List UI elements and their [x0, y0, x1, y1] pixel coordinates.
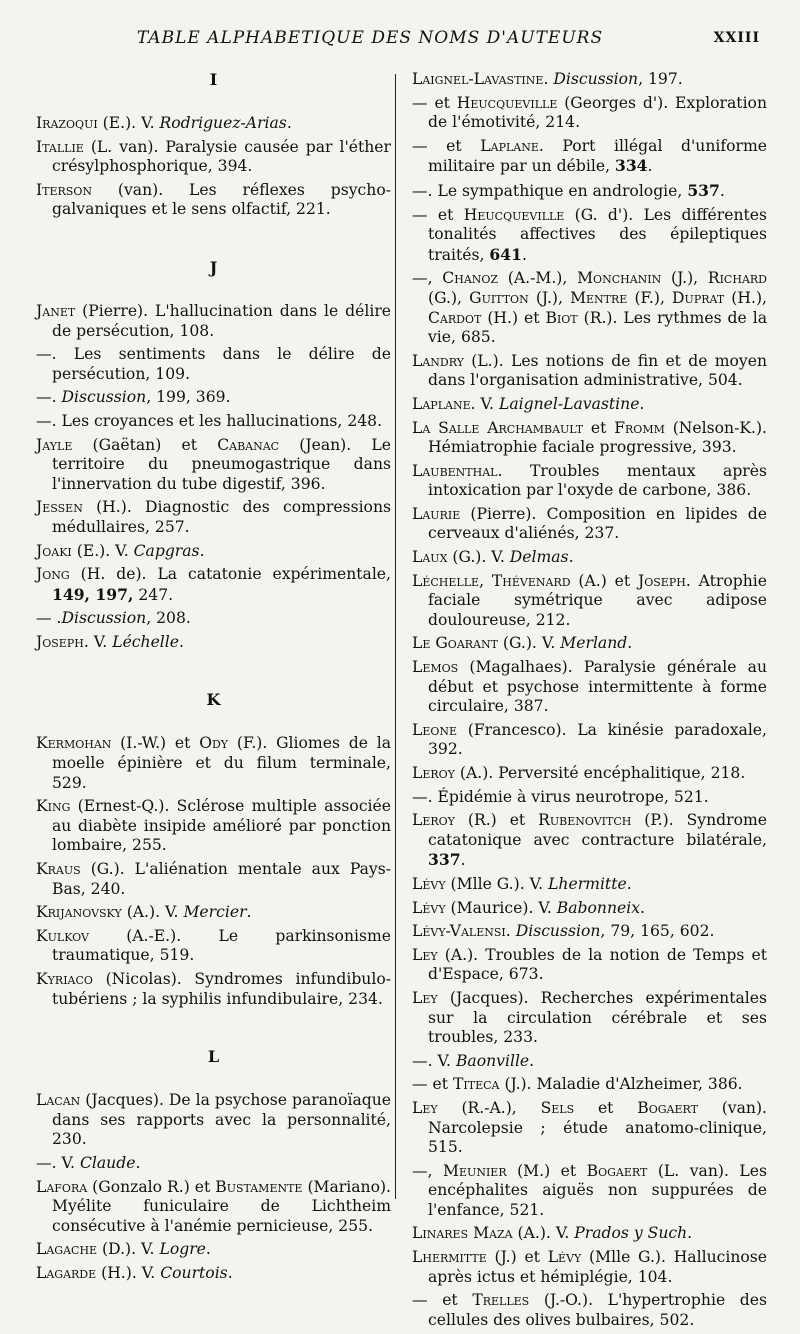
index-entry [412, 788, 767, 808]
index-entry [36, 1154, 391, 1174]
entry-text: (H.). V. [96, 1263, 161, 1282]
page-header [40, 28, 760, 52]
reference-text: Discussion [553, 70, 639, 88]
entry-text: (Gaëtan) et [72, 435, 218, 454]
entry-text: (J.) et [486, 1248, 548, 1267]
index-entry [412, 1248, 767, 1287]
entry-text: — et [412, 1075, 454, 1094]
page-ref: 337 [428, 850, 461, 870]
reference-text: Delmas [509, 548, 569, 567]
entry-text: (H.), [724, 288, 767, 307]
entry-text: (L.). Les notions de fin et de moyen dans l'organisation administrative, 504. [428, 351, 767, 390]
page-ref: 334 [614, 156, 648, 176]
entry-text: (Jacques). De la psychose paranoïaque dans ses rapports avec la personnalité, 230. [52, 1091, 391, 1149]
index-entry [36, 345, 391, 384]
author-name: Jessen [36, 498, 83, 517]
author-name: Titeca [453, 1075, 500, 1094]
reference-text: Léchelle [112, 632, 180, 651]
author-name: Monchanin [577, 269, 662, 288]
index-entry [412, 137, 767, 177]
entry-text: (G.). V. [497, 634, 561, 653]
author-name: Mentre [570, 288, 628, 307]
author-name: Meunier [443, 1161, 507, 1180]
index-entry [36, 1178, 391, 1237]
entry-text: . [460, 851, 466, 870]
author-name: Leroy [412, 764, 455, 782]
index-entry [412, 721, 767, 760]
index-entry [412, 352, 767, 391]
author-name: Sels [540, 1098, 575, 1117]
entry-text: (A.). V. [121, 903, 184, 922]
reference-text: Mercier [183, 903, 247, 922]
index-entry [412, 572, 767, 631]
entry-text: (Pierre). Composition en lipides de cerveaux d'aliénés, 237. [428, 504, 767, 543]
entry-text: . V. [83, 632, 113, 651]
author-name: Leroy [412, 811, 455, 830]
page-ref: 537 [687, 180, 720, 200]
reference-text: Lhermitte [548, 874, 627, 893]
author-name: Laplane [412, 394, 471, 413]
index-entry [36, 970, 391, 1009]
author-name: Irazoqui [36, 114, 98, 132]
entry-text: (G.). L'aliénation mentale aux Pays-Bas, 240. [52, 860, 391, 898]
author-name: Ley [412, 1098, 438, 1117]
entry-text: (J.), [528, 288, 571, 307]
entry-text: . [246, 903, 252, 922]
author-name: Trelles [472, 1291, 530, 1310]
index-entry [412, 989, 767, 1048]
index-entry [412, 658, 767, 717]
author-name: Lévy [412, 874, 446, 893]
author-name: Jong [36, 565, 70, 584]
entry-text: (Mlle G.). Hallucinose après ictus et hémiplégie, 104. [428, 1248, 767, 1286]
index-entry [412, 1224, 767, 1244]
reference-text: Babonneix [556, 898, 641, 917]
entry-text: (R.). Les rythmes de la vie, 685. [428, 308, 768, 347]
index-entry [412, 1052, 767, 1072]
index-entry [412, 922, 767, 942]
index-entry [412, 181, 767, 202]
entry-text: . [719, 181, 725, 200]
index-entry [36, 565, 391, 605]
author-name: Kraus [36, 860, 81, 879]
entry-text: — et [412, 1291, 473, 1310]
index-entry [36, 388, 391, 408]
index-entry [36, 114, 391, 134]
entry-text: (Nelson-K.). Hémiatrophie faciale progressive, 393. [428, 418, 767, 457]
entry-text: (Francesco). La kinésie paradoxale, 392. [428, 720, 767, 759]
entry-text: (J.-O.). L'hypertrophie des cellules des olives bulbaires, 502. [428, 1291, 767, 1329]
index-entry [36, 860, 391, 899]
entry-text: . [227, 1263, 233, 1282]
entry-text: —, [412, 269, 443, 288]
entry-text: —, [412, 1161, 444, 1180]
author-name: Le Goarant [412, 634, 498, 653]
author-name: Guitton [469, 288, 529, 307]
author-name: Kermohan [36, 734, 112, 753]
author-name: Ley [412, 945, 438, 964]
page-title: TABLE ALPHABETIQUE DES NOMS D'AUTEURS [136, 28, 604, 48]
entry-text: (A.). V. [512, 1224, 575, 1243]
author-name: Léchelle [412, 571, 480, 590]
entry-text: . Atrophie faciale symétrique avec adipose douloureuse, 212. [428, 571, 767, 629]
entry-text: (G. d'). Les différentes tonalités affectives des épileptiques traités, [428, 205, 767, 264]
entry-text: (A.) et [570, 571, 638, 590]
author-name: Joseph [36, 632, 84, 651]
entry-text: (I.-W.) et [111, 734, 200, 753]
entry-text: —. [36, 388, 62, 407]
entry-text: . [626, 874, 632, 893]
index-entry [36, 609, 391, 629]
index-entry [412, 899, 767, 919]
entry-text: , 197. [638, 70, 683, 88]
entry-text: . [568, 548, 574, 567]
reference-text: Merland [560, 634, 628, 653]
reference-text: Logre [159, 1240, 206, 1259]
entry-text: . [543, 70, 554, 88]
index-entry [36, 903, 391, 923]
entry-text: , [479, 571, 492, 590]
index-entry [412, 462, 767, 501]
index-entry [412, 94, 767, 133]
entry-text: . [179, 632, 184, 651]
index-entry [412, 548, 767, 568]
entry-text: (L. van). Paralysie causée par l'éther crésylphosphorique, 394. [52, 137, 391, 176]
index-entry [412, 811, 767, 871]
entry-text: (H.). Diagnostic des compressions médullaires, 257. [52, 498, 391, 536]
entry-text: —. Épidémie à virus neurotrope, 521. [412, 787, 709, 806]
index-entry [36, 302, 391, 341]
index-entry [36, 436, 391, 495]
index-entry [412, 634, 767, 654]
entry-text: (Maurice). V. [445, 898, 557, 917]
author-name: Lagarde [36, 1263, 97, 1282]
entry-text: (J.), [661, 269, 708, 288]
column-divider [395, 74, 396, 1199]
entry-text: (E.). V. [97, 114, 160, 132]
author-name: Laplane [480, 136, 539, 155]
entry-text: , 79, 165, 602. [600, 922, 715, 941]
entry-text: (van). Narcolepsie ; étude anatomo-clinique, 515. [428, 1098, 767, 1157]
reference-text: Capgras [133, 541, 200, 560]
author-name: Thévenard [491, 571, 571, 590]
index-entry [36, 498, 391, 537]
entry-text: et [583, 418, 615, 437]
entry-text: . [505, 922, 516, 941]
author-name: Lévy [412, 898, 446, 917]
entry-text: (A.-M.), [498, 269, 578, 288]
reference-text: Discussion [515, 922, 601, 941]
index-entry [412, 269, 767, 347]
author-name: Iterson [36, 180, 92, 199]
author-name: Richard [707, 269, 767, 288]
section-l-entries [36, 1091, 391, 1283]
entry-text: . V. [470, 394, 499, 413]
author-name: Heucqueville [463, 205, 565, 224]
author-name: La Salle Archambault [412, 418, 584, 437]
author-name: Joaki [36, 541, 72, 560]
index-entry [36, 633, 391, 653]
index-entry [36, 542, 391, 562]
page-ref: 641 [489, 244, 522, 264]
author-name: Laux [412, 548, 448, 567]
author-name: Lévy [547, 1248, 582, 1267]
index-entry [36, 1240, 391, 1260]
section-letter-j: J [209, 257, 218, 277]
index-entry [412, 1075, 767, 1095]
entry-text: (M.) et [506, 1161, 587, 1180]
entry-text: . [521, 245, 527, 264]
entry-text: (F.), [627, 288, 673, 307]
reference-text: Laignel-Lavastine [498, 394, 640, 413]
entry-text: (J.). Maladie d'Alzheimer, 386. [499, 1075, 743, 1094]
entry-text: . [687, 1224, 693, 1243]
page-ref: 149, 197, [52, 584, 134, 604]
author-name: Bustamente [215, 1177, 303, 1196]
author-name: Fromm [614, 418, 665, 437]
entry-text: (R.) et [454, 811, 539, 830]
entry-text: . [639, 394, 645, 413]
entry-text: — . [36, 609, 62, 628]
entry-text: . [286, 114, 292, 132]
entry-text: —. Le sympathique en andrologie, [412, 181, 688, 200]
entry-text: — et [412, 205, 464, 224]
entry-text: —. V. [412, 1051, 456, 1070]
author-name: Lemos [412, 658, 459, 677]
entry-text: et [574, 1098, 638, 1117]
author-name: Jayle [36, 435, 73, 454]
entry-text: (Magalhaes). Paralysie générale au début et psychose intermittente à forme circulaire, 387. [428, 658, 767, 716]
author-name: Ody [199, 734, 229, 753]
author-name: Cabanac [217, 435, 280, 454]
entry-text: . [529, 1051, 535, 1070]
entry-text: (van). Les réflexes psycho-galvaniques et le sens olfactif, 221. [52, 180, 391, 219]
reference-text: Discussion [61, 609, 147, 628]
index-entry [36, 1091, 391, 1150]
entry-text: (H. de). La catatonie expérimentale, [69, 565, 391, 584]
section-j-entries [36, 302, 391, 653]
index-entry [412, 505, 767, 544]
entry-text: . [205, 1240, 211, 1259]
section-k-entries [36, 734, 391, 1009]
index-entry [412, 1291, 767, 1330]
author-name: Laurie [412, 504, 461, 523]
author-name: Cardot [428, 308, 482, 327]
entry-text: (A.-E.). Le parkinsonisme traumatique, 519. [52, 926, 391, 965]
entry-text: (Gonzalo R.) et [87, 1177, 216, 1196]
entry-text: (A.). Perversité encéphalitique, 218. [454, 764, 746, 782]
entry-text: (Mariano). Myélite funiculaire de Lichtheim consécutive à l'anémie pernicieuse, 255. [52, 1177, 392, 1235]
entry-text: —. V. [36, 1153, 80, 1172]
entry-text: . [647, 157, 653, 176]
entry-text: (Jean). Le territoire du pneumogastrique dans l'innervation du tube digestif, 396. [52, 435, 391, 493]
author-name: Lacan [36, 1091, 81, 1110]
author-name: Duprat [672, 288, 725, 307]
author-name: Leone [412, 720, 458, 739]
author-name: Krijanovsky [36, 903, 122, 922]
entry-text: (R.-A.), [437, 1098, 541, 1117]
author-name: Landry [412, 351, 464, 370]
entry-text: . Port illégal d'uniforme militaire par un débile, [428, 136, 767, 176]
section-letter-l: L [207, 1047, 220, 1067]
entry-text: (Nicolas). Syndromes infundibulo-tubériens ; la syphilis infundibulaire, 234. [52, 970, 391, 1008]
entry-text: —. Les sentiments dans le délire de persécution, 109. [36, 345, 391, 383]
index-entry [412, 875, 767, 895]
entry-text: 247. [133, 585, 174, 604]
entry-text: . [199, 541, 205, 560]
entry-text: (G.). V. [447, 548, 510, 567]
index-entry [36, 927, 391, 966]
entry-text: (Pierre). L'hallucination dans le délire de persécution, 108. [52, 301, 391, 340]
author-name: Rubenovitch [538, 811, 632, 830]
entry-text: (D.). V. [97, 1240, 160, 1259]
index-entry [36, 734, 391, 793]
entry-text: (G.), [428, 288, 470, 307]
entry-text: (Ernest-Q.). Sclérose multiple associée au diabète insipide amélioré par ponction lombaire, 255. [52, 797, 391, 855]
index-entry [412, 1099, 767, 1158]
index-entry [412, 1162, 767, 1221]
reference-text: Courtois [160, 1263, 228, 1282]
entry-text: (Jacques). Recherches expérimentales sur la circulation cérébrale et ses troubles, 233. [428, 988, 767, 1047]
entry-text: . [640, 898, 645, 917]
section-i-entries [36, 114, 391, 220]
author-name: Kyriaco [36, 970, 93, 988]
author-name: Lévy-Valensi [412, 922, 506, 941]
entry-text: . [135, 1153, 141, 1172]
author-name: Ley [412, 988, 438, 1007]
section-letter-i: I [209, 70, 218, 89]
index-entry [36, 181, 391, 220]
entry-text: —. Les croyances et les hallucinations, 248. [36, 411, 383, 430]
entry-text: (A.). Troubles de la notion de Temps et d'Espace, 673. [428, 945, 767, 984]
index-entry [412, 946, 767, 985]
index-entry [36, 797, 391, 856]
reference-text: Discussion [61, 388, 147, 407]
entry-text: (Mlle G.). V. [445, 874, 549, 893]
left-column [36, 70, 391, 1288]
entry-text: (E.). V. [71, 541, 134, 560]
author-name: Lagache [36, 1240, 98, 1259]
entry-text: (Georges d'). Exploration de l'émotivité, 214. [428, 93, 767, 132]
reference-text: Baonville [455, 1051, 530, 1070]
author-name: Lhermitte [412, 1248, 487, 1267]
entry-text: (L. van). Les encéphalites aiguës non suppurées de l'enfance, 521. [428, 1161, 767, 1219]
right-column [412, 70, 767, 1334]
index-entry [412, 70, 767, 90]
entry-text: , 199, 369. [146, 388, 231, 407]
author-name: Linares Maza [412, 1224, 513, 1243]
author-name: Bogaert [586, 1161, 648, 1180]
entry-text: . Troubles mentaux après intoxication par l'oxyde de carbone, 386. [428, 461, 767, 500]
reference-text: Rodriguez-Arias [159, 114, 287, 132]
entry-text: . [627, 634, 633, 653]
author-name: Janet [36, 301, 76, 320]
author-name: Bogaert [637, 1098, 698, 1117]
author-name: Heucqueville [456, 93, 558, 112]
index-entry [36, 412, 391, 432]
author-name: Chanoz [442, 269, 499, 288]
entry-text: (H.) et [481, 308, 546, 327]
page-number: XXIII [713, 30, 760, 46]
entry-text: (P.). Syndrome catatonique avec contracture bilatérale, [428, 811, 768, 849]
index-entry [412, 395, 767, 415]
author-name: Laubenthal [412, 461, 498, 480]
reference-text: Claude [79, 1153, 136, 1172]
section-letter-k: K [206, 690, 221, 710]
index-entry [36, 1264, 391, 1284]
author-name: Itallie [36, 137, 84, 156]
entry-text: (F.). Gliomes de la moelle épinière et du filum terminale, 529. [52, 734, 391, 792]
author-name: King [36, 797, 71, 816]
index-entry [412, 764, 767, 784]
author-name: Laignel-Lavastine [412, 70, 544, 88]
author-name: Lafora [36, 1177, 88, 1196]
entry-text: — et [412, 93, 457, 112]
entry-text: , 208. [146, 609, 191, 628]
index-entry [412, 419, 767, 458]
author-name: Kulkov [36, 926, 89, 945]
index-entry [412, 206, 767, 266]
index-entry [36, 138, 391, 177]
author-name: Joseph [638, 571, 686, 590]
author-name: Biot [545, 308, 578, 327]
reference-text: Prados y Such [574, 1224, 688, 1243]
entry-text: — et [412, 136, 481, 155]
